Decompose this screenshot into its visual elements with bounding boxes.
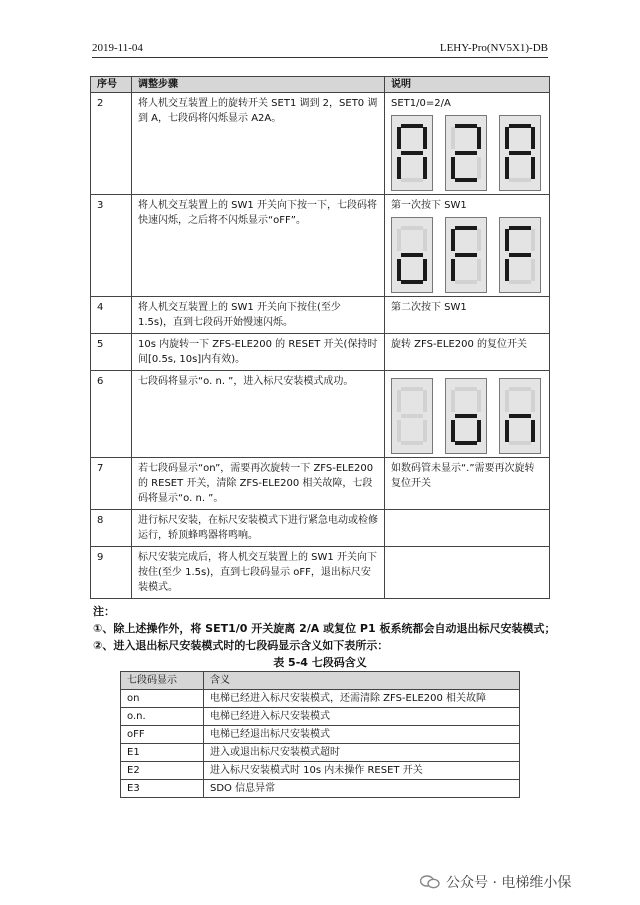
segment-d [455, 280, 477, 284]
row-no: 5 [91, 334, 132, 371]
segment-c [531, 259, 535, 281]
row-no: 3 [91, 195, 132, 297]
note-item-1: ①、除上述操作外，将 SET1/0 开关旋离 2/A 或复位 P1 板系统都会自动退出标尺安装模式； [93, 622, 556, 635]
header-note: 说明 [385, 77, 550, 93]
seven-seg-glyph [449, 384, 483, 448]
segment-a [455, 226, 477, 230]
segment-a [455, 124, 477, 128]
wechat-icon [420, 875, 440, 889]
segment-b [477, 229, 481, 251]
code-cell: E2 [121, 762, 204, 780]
segment-a [509, 226, 531, 230]
seven-seg-meaning-table [120, 671, 520, 798]
table-row [121, 744, 520, 762]
segment-e [505, 420, 509, 442]
seven-seg-digit [391, 378, 433, 454]
watermark [420, 872, 571, 892]
seven-seg-glyph [503, 223, 537, 287]
segment-f [451, 229, 455, 251]
segment-g [509, 253, 531, 257]
table-row [91, 195, 550, 297]
segment-f [397, 229, 401, 251]
segment-c [423, 157, 427, 179]
row-note-cell [385, 371, 550, 458]
header-step: 调整步骤 [132, 77, 385, 93]
code-cell: E3 [121, 780, 204, 798]
table-caption: 表 5-4 七段码含义 [273, 656, 367, 669]
row-note-cell [385, 195, 550, 297]
segment-c [423, 420, 427, 442]
row-note: 旋转 ZFS-ELE200 的复位开关 [385, 334, 550, 371]
segment-b [423, 229, 427, 251]
segment-b [531, 127, 535, 149]
table-row [121, 780, 520, 798]
table-row [121, 708, 520, 726]
row-step: 标尺安装完成后，将人机交互装置上的 SW1 开关向下按住(至少 1.5s)，直到七段码显示 oFF，退出标尺安装模式。 [132, 547, 385, 599]
segment-c [531, 157, 535, 179]
segment-e [451, 157, 455, 179]
code-cell: on [121, 690, 204, 708]
seven-seg-digit [499, 378, 541, 454]
row-note: SET1/0=2/A [391, 98, 451, 109]
segment-d [455, 441, 477, 445]
header-no: 序号 [91, 77, 132, 93]
segment-f [451, 127, 455, 149]
segment-d [509, 441, 531, 445]
segment-a [455, 387, 477, 391]
segment-e [505, 157, 509, 179]
segment-c [531, 420, 535, 442]
header-doc-code: LEHY-Pro(NV5X1)-DB [439, 42, 548, 54]
segment-g [509, 151, 531, 155]
row-no: 6 [91, 371, 132, 458]
segment-c [477, 157, 481, 179]
segment-d [401, 178, 423, 182]
table-row [121, 690, 520, 708]
segment-f [505, 229, 509, 251]
segment-f [451, 390, 455, 412]
seven-seg-glyph [395, 121, 429, 185]
seven-seg-digit [391, 115, 433, 191]
table-row [91, 510, 550, 547]
segment-g [455, 414, 477, 418]
seven-seg-digit [445, 217, 487, 293]
table-row [121, 762, 520, 780]
row-step: 将人机交互装置上的旋转开关 SET1 调到 2，SET0 调到 A，七段码将闪烁显示 A2A。 [132, 93, 385, 195]
segment-b [423, 127, 427, 149]
row-step: 若七段码显示“on”，需要再次旋转一下 ZFS-ELE200 的 RESET 开关，清除 ZFS-ELE200 相关故障，七段码将显示“o. n. ”。 [132, 458, 385, 510]
seven-seg-glyph [449, 223, 483, 287]
segment-e [397, 259, 401, 281]
row-no: 2 [91, 93, 132, 195]
notes-title: 注： [93, 605, 115, 618]
seven-seg-digit [445, 378, 487, 454]
seven-seg-digit [391, 217, 433, 293]
segment-b [423, 390, 427, 412]
row-step: 七段码将显示“o. n. ”，进入标尺安装模式成功。 [132, 371, 385, 458]
row-note [385, 510, 550, 547]
table-row [91, 297, 550, 334]
seven-seg-digit [499, 217, 541, 293]
segment-a [401, 226, 423, 230]
segment-e [505, 259, 509, 281]
seven-seg-display [391, 115, 543, 191]
notes-block [93, 603, 555, 654]
meaning-cell: 电梯已经进入标尺安装模式 [204, 708, 520, 726]
seven-seg-glyph [395, 384, 429, 448]
segment-c [477, 420, 481, 442]
row-step: 进行标尺安装，在标尺安装模式下进行紧急电动或检修运行，轿顶蜂鸣器将鸣响。 [132, 510, 385, 547]
code-cell: oFF [121, 726, 204, 744]
table-row [91, 93, 550, 195]
seven-seg-digit [499, 115, 541, 191]
seven-seg-display [391, 217, 543, 293]
row-step: 10s 内旋转一下 ZFS-ELE200 的 RESET 开关(保持时间[0.5s, 10s]内有效)。 [132, 334, 385, 371]
adjustment-steps-table [90, 76, 550, 599]
table-row [91, 458, 550, 510]
segment-a [401, 124, 423, 128]
segment-d [509, 178, 531, 182]
table-header-row [91, 77, 550, 93]
row-note: 第一次按下 SW1 [391, 200, 467, 211]
segment-b [531, 390, 535, 412]
segment-a [509, 387, 531, 391]
row-note: 如数码管未显示“.”需要再次旋转复位开关 [385, 458, 550, 510]
segment-b [477, 390, 481, 412]
segment-g [401, 414, 423, 418]
seven-seg-display [391, 378, 543, 454]
row-no: 4 [91, 297, 132, 334]
table-row [121, 726, 520, 744]
segment-a [401, 387, 423, 391]
watermark-text: 公众号 · 电梯维小保 [446, 875, 572, 891]
segment-f [505, 127, 509, 149]
row-no: 9 [91, 547, 132, 599]
note-item-2: ②、进入退出标尺安装模式时的七段码显示含义如下表所示： [93, 639, 389, 652]
table-header-row [121, 672, 520, 690]
row-note: 第二次按下 SW1 [385, 297, 550, 334]
header-rule [92, 57, 548, 58]
segment-e [451, 420, 455, 442]
header-date: 2019-11-04 [92, 42, 143, 54]
meaning-cell: 电梯已经退出标尺安装模式 [204, 726, 520, 744]
seven-seg-glyph [395, 223, 429, 287]
meaning-cell: 电梯已经进入标尺安装模式，还需清除 ZFS-ELE200 相关故障 [204, 690, 520, 708]
segment-g [401, 253, 423, 257]
segment-d [401, 280, 423, 284]
table-row [91, 334, 550, 371]
meaning-cell: 进入标尺安装模式时 10s 内未操作 RESET 开关 [204, 762, 520, 780]
segment-f [397, 390, 401, 412]
table-row [91, 547, 550, 599]
segment-e [397, 420, 401, 442]
meaning-cell: 进入或退出标尺安装模式超时 [204, 744, 520, 762]
page-header [92, 42, 548, 54]
segment-g [509, 414, 531, 418]
code-cell: o.n. [121, 708, 204, 726]
row-step: 将人机交互装置上的 SW1 开关向下按一下，七段码将快速闪烁，之后将不闪烁显示“oFF”。 [132, 195, 385, 297]
segment-d [401, 441, 423, 445]
row-no: 7 [91, 458, 132, 510]
segment-e [451, 259, 455, 281]
row-step: 将人机交互装置上的 SW1 开关向下按住(至少 1.5s)，直到七段码开始慢速闪烁。 [132, 297, 385, 334]
header-display: 七段码显示 [121, 672, 204, 690]
segment-b [531, 229, 535, 251]
segment-c [477, 259, 481, 281]
segment-a [509, 124, 531, 128]
segment-f [397, 127, 401, 149]
row-note-cell [385, 93, 550, 195]
segment-b [477, 127, 481, 149]
seven-seg-glyph [449, 121, 483, 185]
segment-g [401, 151, 423, 155]
meaning-cell: SDO 信息异常 [204, 780, 520, 798]
row-no: 8 [91, 510, 132, 547]
segment-c [423, 259, 427, 281]
header-meaning: 含义 [204, 672, 520, 690]
seven-seg-glyph [503, 384, 537, 448]
code-cell: E1 [121, 744, 204, 762]
segment-d [455, 178, 477, 182]
seven-seg-glyph [503, 121, 537, 185]
table-row [91, 371, 550, 458]
segment-g [455, 151, 477, 155]
segment-e [397, 157, 401, 179]
seven-seg-digit [445, 115, 487, 191]
segment-f [505, 390, 509, 412]
row-note [385, 547, 550, 599]
segment-g [455, 253, 477, 257]
segment-d [509, 280, 531, 284]
